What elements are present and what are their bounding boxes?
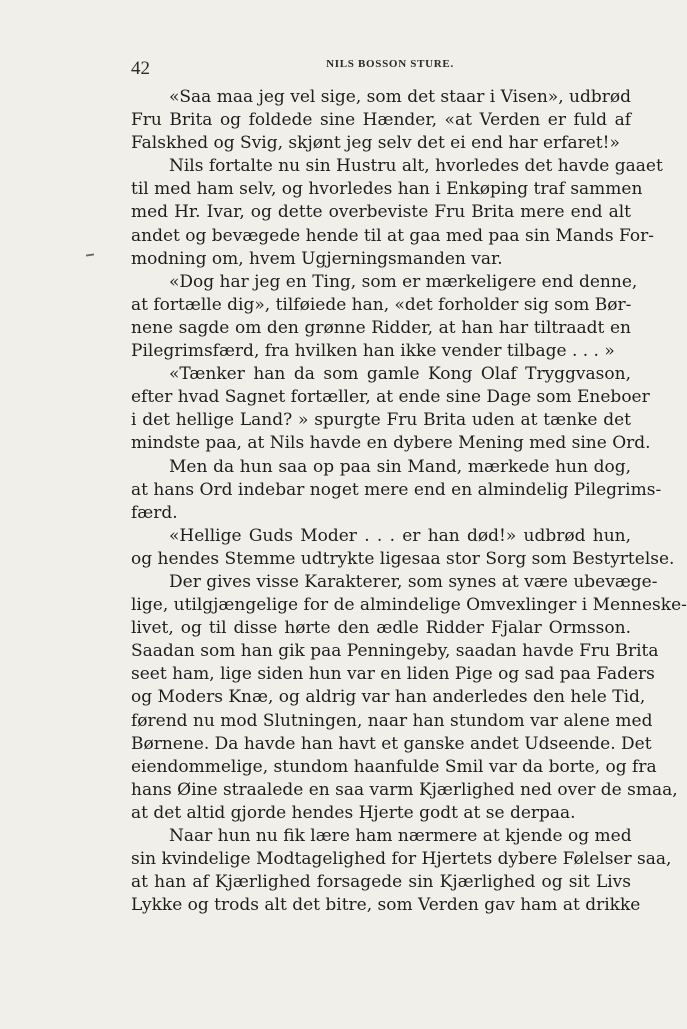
text-line: seet ham, lige siden hun var en liden Pige og sad paa Faders — [131, 664, 655, 685]
text-line: og Moders Knæ, og aldrig var han anderledes den hele Tid, — [131, 687, 646, 708]
text-line: «Dog har jeg en Ting, som er mærkeligere end denne, — [169, 271, 638, 292]
text-line: førend nu mod Slutningen, naar han stundom var alene med — [131, 710, 653, 731]
text-line: færd. — [131, 502, 178, 523]
text-line: hans Øine straalede en saa varm Kjærlighed ned over de smaa, — [131, 779, 678, 800]
text-line: og hendes Stemme udtrykte ligesaa stor Sorg som Bestyrtelse. — [131, 548, 675, 569]
text-line: at hans Ord indebar noget mere end en almindelig Pilegrims- — [131, 479, 662, 500]
text-line: i det hellige Land? » spurgte Fru Brita uden at tænke det — [131, 410, 631, 431]
text-line: mindste paa, at Nils havde en dybere Mening med sine Ord. — [131, 433, 651, 454]
text-line: Børnene. Da havde han havt et ganske andet Udseende. Det — [131, 733, 652, 754]
text-line: Nils fortalte nu sin Hustru alt, hvorledes det havde gaaet — [169, 156, 663, 177]
text-line: Pilegrimsfærd, fra hvilken han ikke vender tilbage . . . » — [131, 341, 615, 362]
text-line: med Hr. Ivar, og dette overbeviste Fru Brita mere end alt — [131, 202, 631, 223]
text-line: at han af Kjærlighed forsagede sin Kjærlighed og sit Livs — [131, 872, 631, 893]
text-line: til med ham selv, og hvorledes han i Enkøping traf sammen — [131, 179, 643, 200]
body-text — [131, 86, 687, 917]
text-line: Saadan som han gik paa Penningeby, saadan havde Fru Brita — [131, 641, 659, 662]
text-line: Fru Brita og foldede sine Hænder, «at Verden er fuld af — [131, 110, 631, 131]
text-line: sin kvindelige Modtagelighed for Hjertets dybere Følelser saa, — [131, 849, 672, 870]
running-title: NILS BOSSON STURE. — [326, 58, 454, 70]
text-line: «Hellige Guds Moder . . . er han død!» udbrød hun, — [169, 525, 631, 546]
text-line: «Tænker han da som gamle Kong Olaf Tryggvason, — [169, 364, 631, 385]
text-line: Lykke og trods alt det bitre, som Verden gav ham at drikke — [131, 895, 641, 916]
text-line: lige, utilgjængelige for de almindelige Omvexlinger i Menneske- — [131, 595, 687, 616]
text-line: at det altid gjorde hendes Hjerte godt at se derpaa. — [131, 802, 576, 823]
text-line: Der gives visse Karakterer, som synes at være ubevæge- — [169, 571, 658, 592]
text-line: nene sagde om den grønne Ridder, at han har tiltraadt en — [131, 317, 631, 338]
margin-mark — [86, 253, 94, 256]
text-line: livet, og til disse hørte den ædle Ridder Fjalar Ormsson. — [131, 618, 631, 639]
text-line: Falskhed og Svig, skjønt jeg selv det ei end har erfaret!» — [131, 133, 620, 154]
text-line: andet og bevægede hende til at gaa med paa sin Mands For- — [131, 225, 654, 246]
text-line: eiendommelige, stundom haanfulde Smil var da borte, og fra — [131, 756, 657, 777]
text-line: modning om, hvem Ugjerningsmanden var. — [131, 248, 503, 269]
text-line: Naar hun nu fik lære ham nærmere at kjende og med — [169, 826, 632, 846]
text-line: Men da hun saa op paa sin Mand, mærkede hun dog, — [169, 456, 631, 477]
text-line: at fortælle dig», tilføiede han, «det forholder sig som Bør- — [131, 294, 632, 315]
text-line: «Saa maa jeg vel sige, som det staar i Visen», udbrød — [169, 87, 631, 107]
text-line: efter hvad Sagnet fortæller, at ende sine Dage som Eneboer — [131, 387, 650, 408]
page-number: 42 — [131, 58, 150, 79]
